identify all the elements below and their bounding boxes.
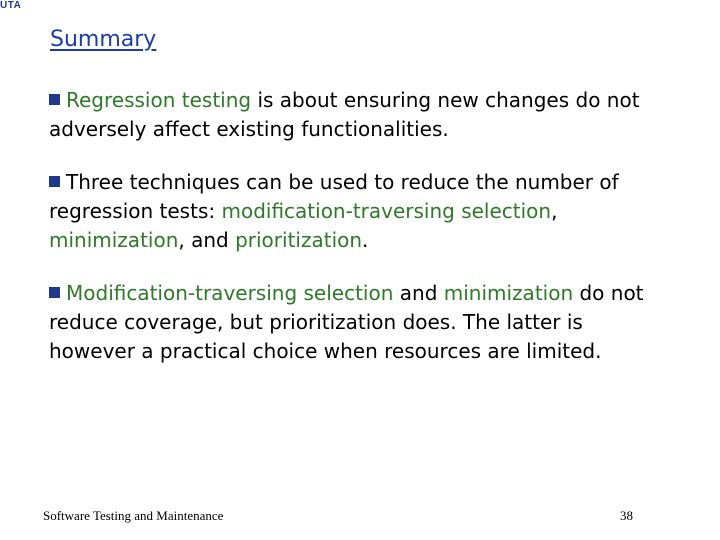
bullet-item: [49, 279, 659, 366]
bullet-list: [49, 86, 659, 390]
page-number: 38: [620, 508, 633, 523]
footer-course-title: Software Testing and Maintenance: [43, 508, 224, 523]
bullet-text-segment: Regression testing: [66, 88, 252, 112]
bullet-text-segment: , and: [178, 228, 236, 252]
bullet-text-segment: do not reduce coverage, but prioritization does. The latter is however a practical choice when resources are limited.: [49, 281, 644, 363]
bullet-item: [49, 168, 659, 255]
bullet-text-segment: ,: [551, 199, 558, 223]
bullet-text-segment: minimization: [49, 228, 179, 252]
bullet-text-segment: prioritization: [235, 228, 363, 252]
square-bullet-icon: [49, 287, 60, 298]
bullet-text-segment: Modification-traversing selection: [66, 281, 394, 305]
bullet-text-segment: .: [362, 228, 369, 252]
bullet-item: [49, 86, 659, 144]
slide-title: Summary: [50, 27, 157, 52]
square-bullet-icon: [49, 176, 60, 187]
bullet-text-segment: Three techniques can be used to reduce the number of regression tests:: [49, 170, 619, 223]
bullet-text-segment: and: [393, 281, 444, 305]
bullet-text-segment: is about ensuring new changes do not adversely affect existing functionalities.: [49, 88, 640, 141]
square-bullet-icon: [49, 94, 60, 105]
bullet-text-segment: minimization: [443, 281, 574, 305]
uta-logo: UTA: [0, 0, 22, 11]
bullet-text-segment: modification-traversing selection: [221, 199, 552, 223]
